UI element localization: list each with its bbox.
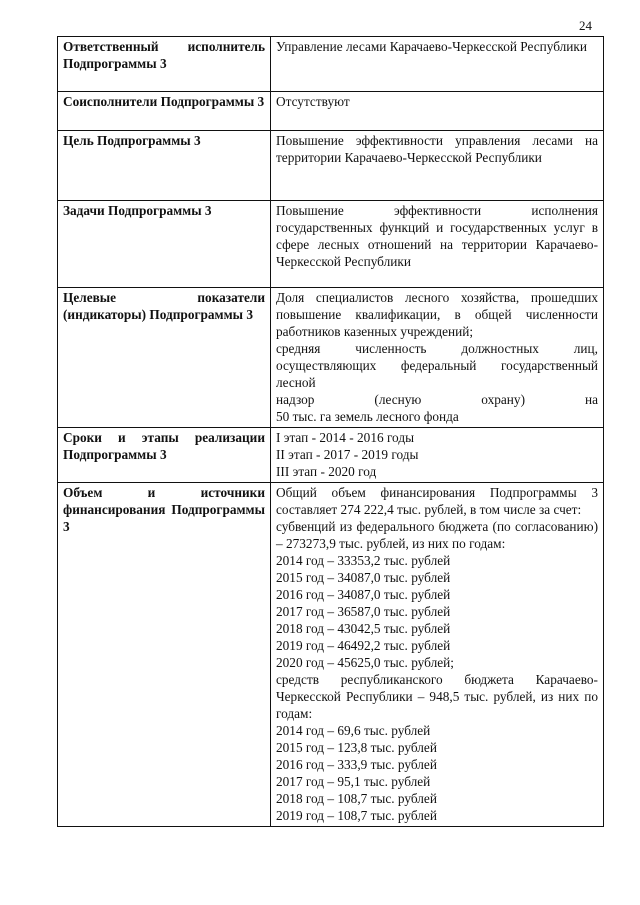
value-line: Отсутствуют	[276, 94, 350, 109]
value-line: 50 тыс. га земель лесного фонда	[276, 409, 459, 424]
row-label-responsible-executor: Ответственный исполнитель Подпрограммы 3	[58, 37, 271, 92]
row-label-financing: Объем и источники финансирования Подпрограммы 3	[58, 483, 271, 827]
value-line: 2014 год – 33353,2 тыс. рублей	[276, 553, 451, 568]
value-line: 2015 год – 34087,0 тыс. рублей	[276, 570, 451, 585]
table-row	[58, 92, 604, 131]
value-line: 2020 год – 45625,0 тыс. рублей;	[276, 655, 454, 670]
row-label-co-executors: Соисполнители Подпрограммы 3	[58, 92, 271, 131]
value-line: Общий объем финансирования Подпрограммы 3 составляет 274 222,4 тыс. рублей, в том числе за счет:	[276, 485, 598, 517]
row-value-tasks	[271, 201, 604, 288]
row-label-goal: Цель Подпрограммы 3	[58, 131, 271, 201]
row-value-co-executors	[271, 92, 604, 131]
row-value-financing	[271, 483, 604, 827]
row-value-indicators	[271, 288, 604, 428]
value-line: II этап - 2017 - 2019 годы	[276, 447, 419, 462]
value-line: I этап - 2014 - 2016 годы	[276, 430, 415, 445]
value-line: 2016 год – 34087,0 тыс. рублей	[276, 587, 451, 602]
value-line: Повышение эффективности исполнения государственных функций и государственных услуг в сфере лесных отношений на территории Карачаево-Черкесской Республики	[276, 203, 598, 269]
value-line: 2018 год – 43042,5 тыс. рублей	[276, 621, 451, 636]
value-line: Доля специалистов лесного хозяйства, прошедших повышение квалификации, в общей численности работников казенных учреждений;	[276, 290, 598, 339]
value-line: 2015 год – 123,8 тыс. рублей	[276, 740, 437, 755]
value-line: 2016 год – 333,9 тыс. рублей	[276, 757, 437, 772]
value-line: надзор (лесную охрану) на	[276, 392, 598, 407]
row-value-responsible-executor	[271, 37, 604, 92]
row-value-stages	[271, 428, 604, 483]
subprogram-passport-table	[57, 36, 604, 827]
table-row	[58, 428, 604, 483]
value-line: Повышение эффективности управления лесами на территории Карачаево-Черкесской Республики	[276, 133, 598, 165]
value-line: 2019 год – 46492,2 тыс. рублей	[276, 638, 451, 653]
value-line: субвенций из федерального бюджета (по согласованию) – 273273,9 тыс. рублей, из них по годам:	[276, 519, 598, 551]
value-line: средств республиканского бюджета Карачаево-Черкесской Республики – 948,5 тыс. рублей, из них по годам:	[276, 672, 598, 721]
row-value-goal	[271, 131, 604, 201]
value-line: Управление лесами Карачаево-Черкесской Республики	[276, 39, 588, 54]
table-row	[58, 37, 604, 92]
row-label-tasks: Задачи Подпрограммы 3	[58, 201, 271, 288]
row-label-stages: Сроки и этапы реализации Подпрограммы 3	[58, 428, 271, 483]
table-row	[58, 483, 604, 827]
value-line: 2018 год – 108,7 тыс. рублей	[276, 791, 437, 806]
value-line: 2017 год – 95,1 тыс. рублей	[276, 774, 431, 789]
value-line: 2017 год – 36587,0 тыс. рублей	[276, 604, 451, 619]
value-line: 2014 год – 69,6 тыс. рублей	[276, 723, 431, 738]
page-number: 24	[579, 18, 592, 33]
row-label-indicators: Целевые показатели (индикаторы) Подпрограммы 3	[58, 288, 271, 428]
value-line: 2019 год – 108,7 тыс. рублей	[276, 808, 437, 823]
table-row	[58, 288, 604, 428]
table-row	[58, 131, 604, 201]
value-line: средняя численность должностных лиц, осуществляющих федеральный государственный лесной	[276, 341, 598, 390]
value-line: III этап - 2020 год	[276, 464, 377, 479]
table-row	[58, 201, 604, 288]
